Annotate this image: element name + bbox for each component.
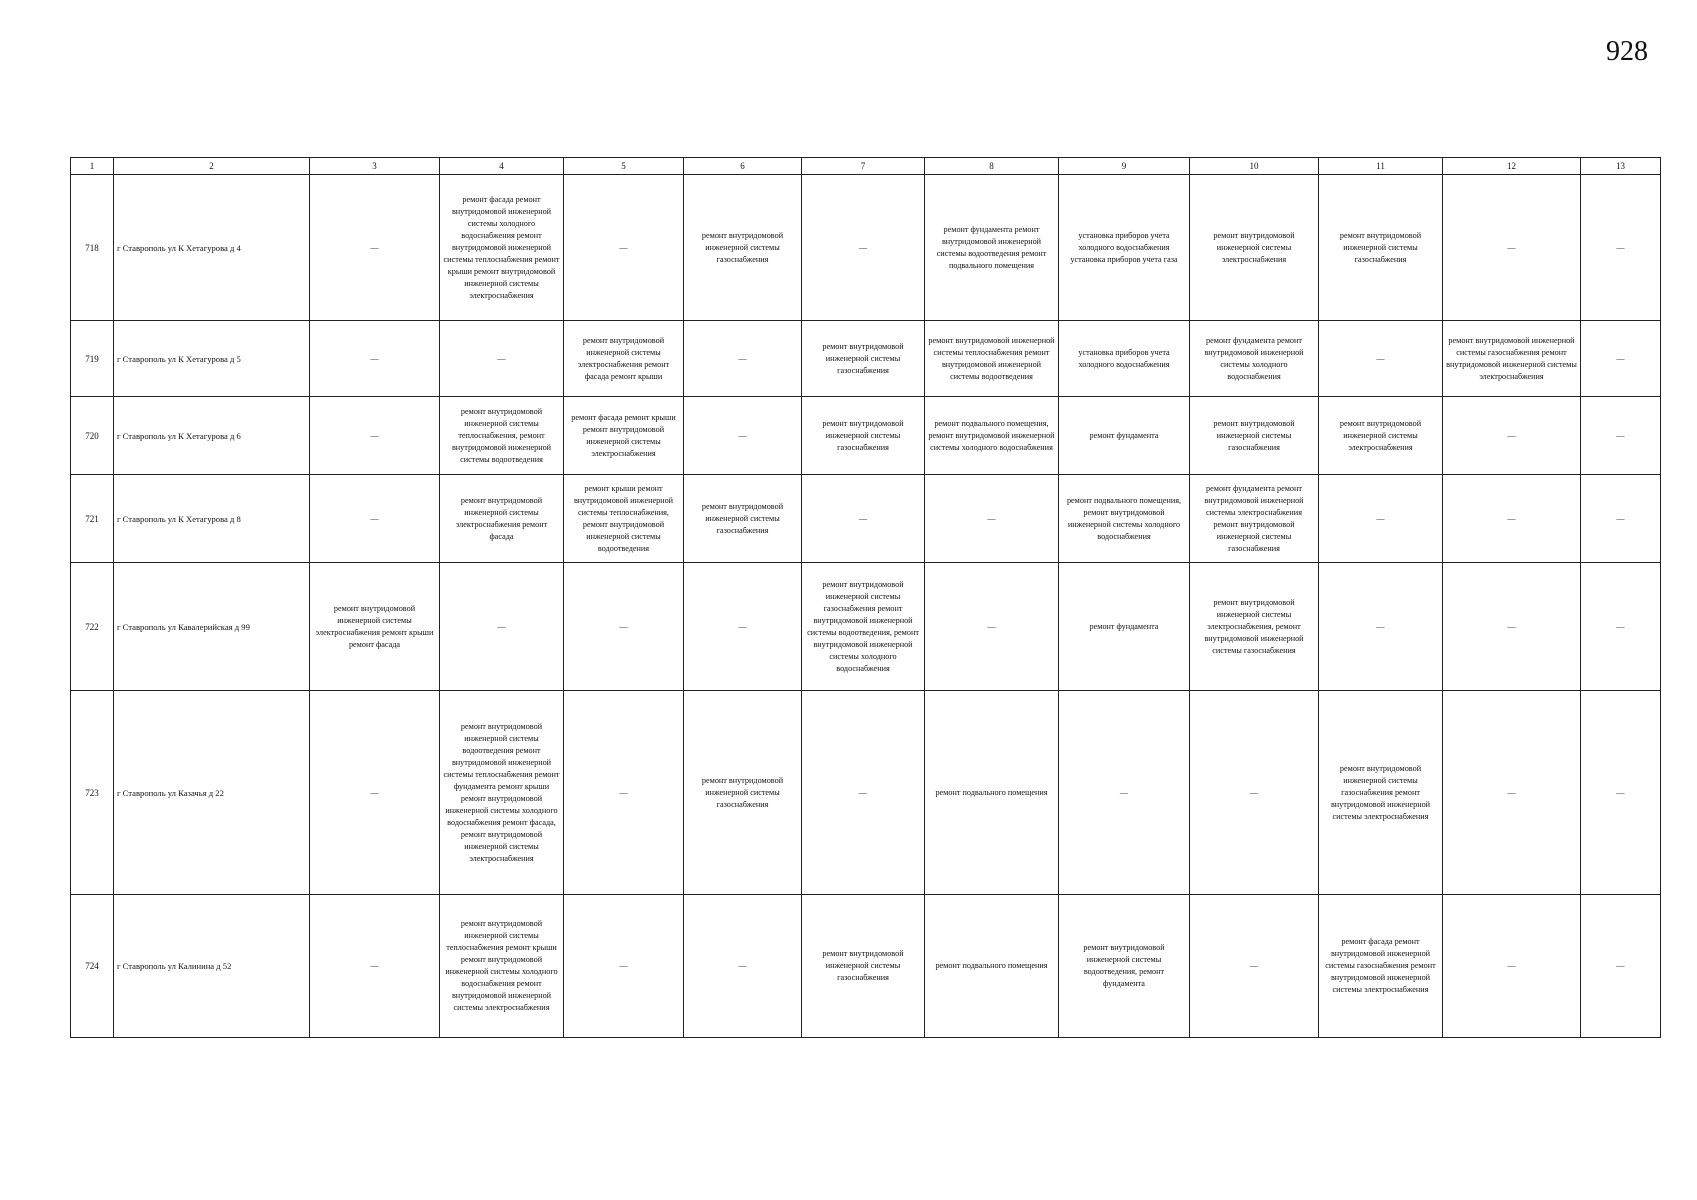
row-number-cell: 718 bbox=[71, 175, 114, 321]
dash-mark: — bbox=[858, 513, 868, 523]
empty-dash-cell bbox=[925, 563, 1059, 691]
dash-mark: — bbox=[497, 621, 506, 631]
work-cell: ремонт фундамента bbox=[1059, 563, 1190, 691]
dash-mark: — bbox=[738, 353, 747, 363]
empty-dash-cell bbox=[802, 175, 925, 321]
work-cell: ремонт внутридомовой инженерной системы газоснабжения bbox=[1319, 175, 1443, 321]
dash-mark: — bbox=[1616, 430, 1625, 440]
empty-dash-cell bbox=[1059, 691, 1190, 895]
dash-mark: — bbox=[987, 513, 996, 523]
row-number-cell: 721 bbox=[71, 475, 114, 563]
dash-mark: — bbox=[1376, 513, 1385, 523]
row-number-cell: 723 bbox=[71, 691, 114, 895]
column-number: 1 bbox=[71, 158, 114, 175]
column-number: 7 bbox=[802, 158, 925, 175]
table-row bbox=[71, 691, 1661, 895]
empty-dash-cell bbox=[1581, 175, 1661, 321]
work-cell: ремонт внутридомовой инженерной системы водоотведения ремонт внутридомовой инженерной системы теплоснабжения ремонт фундамента ремонт крыши ремонт внутридомовой инженерной системы холодного водоснабжения ремонт фасада, ремонт внутридомовой инженерной системы электроснабжения bbox=[440, 691, 564, 895]
work-cell: ремонт внутридомовой инженерной системы газоснабжения bbox=[1190, 397, 1319, 475]
table-row bbox=[71, 895, 1661, 1038]
work-cell: ремонт подвального помещения, ремонт внутридомовой инженерной системы холодного водоснабжения bbox=[925, 397, 1059, 475]
empty-dash-cell bbox=[684, 321, 802, 397]
row-number-cell: 724 bbox=[71, 895, 114, 1038]
column-number: 10 bbox=[1190, 158, 1319, 175]
work-cell: ремонт подвального помещения, ремонт внутридомовой инженерной системы холодного водоснабжения bbox=[1059, 475, 1190, 563]
dash-mark: — bbox=[1507, 787, 1516, 797]
empty-dash-cell bbox=[564, 175, 684, 321]
empty-dash-cell bbox=[310, 691, 440, 895]
dash-mark: — bbox=[738, 961, 747, 971]
dash-mark: — bbox=[497, 353, 506, 363]
work-cell: ремонт внутридомовой инженерной системы газоснабжения bbox=[684, 475, 802, 563]
dash-mark: — bbox=[1376, 621, 1385, 631]
empty-dash-cell bbox=[1581, 895, 1661, 1038]
dash-mark: — bbox=[1616, 621, 1625, 631]
work-cell: ремонт фундамента bbox=[1059, 397, 1190, 475]
work-cell: ремонт внутридомовой инженерной системы газоснабжения bbox=[684, 691, 802, 895]
dash-mark: — bbox=[370, 961, 379, 971]
dash-mark: — bbox=[619, 242, 628, 252]
empty-dash-cell bbox=[310, 475, 440, 563]
row-number-cell: 719 bbox=[71, 321, 114, 397]
dash-mark: — bbox=[1616, 242, 1625, 252]
dash-mark: — bbox=[1507, 961, 1516, 971]
empty-dash-cell bbox=[684, 563, 802, 691]
work-cell: ремонт внутридомовой инженерной системы теплоснабжения ремонт внутридомовой инженерной системы водоотведения bbox=[925, 321, 1059, 397]
empty-dash-cell bbox=[925, 475, 1059, 563]
empty-dash-cell bbox=[1443, 397, 1581, 475]
dash-mark: — bbox=[1507, 430, 1516, 440]
empty-dash-cell bbox=[1443, 475, 1581, 563]
column-number: 2 bbox=[114, 158, 310, 175]
column-number-header-row bbox=[71, 158, 1661, 175]
dash-mark: — bbox=[1616, 787, 1625, 797]
empty-dash-cell bbox=[1581, 475, 1661, 563]
dash-mark: — bbox=[1507, 242, 1516, 252]
dash-mark: — bbox=[1249, 787, 1259, 797]
dash-mark: — bbox=[1507, 513, 1516, 523]
dash-mark: — bbox=[1616, 353, 1625, 363]
work-cell: ремонт внутридомовой инженерной системы газоснабжения ремонт внутридомовой инженерной системы электроснабжения bbox=[1319, 691, 1443, 895]
column-number: 4 bbox=[440, 158, 564, 175]
dash-mark: — bbox=[370, 353, 379, 363]
empty-dash-cell bbox=[684, 895, 802, 1038]
dash-mark: — bbox=[987, 621, 996, 631]
dash-mark: — bbox=[619, 787, 628, 797]
dash-mark: — bbox=[370, 430, 379, 440]
empty-dash-cell bbox=[310, 397, 440, 475]
column-number: 9 bbox=[1059, 158, 1190, 175]
address-cell: г Ставрополь ул Кавалерийская д 99 bbox=[114, 563, 310, 691]
dash-mark: — bbox=[1616, 961, 1625, 971]
work-cell: ремонт внутридомовой инженерной системы газоснабжения ремонт внутридомовой инженерной системы электроснабжения bbox=[1443, 321, 1581, 397]
column-number: 12 bbox=[1443, 158, 1581, 175]
empty-dash-cell bbox=[440, 321, 564, 397]
row-number-cell: 720 bbox=[71, 397, 114, 475]
empty-dash-cell bbox=[310, 895, 440, 1038]
work-cell: установка приборов учета холодного водоснабжения установка приборов учета газа bbox=[1059, 175, 1190, 321]
work-cell: ремонт фундамента ремонт внутридомовой инженерной системы электроснабжения ремонт внутридомовой инженерной системы газоснабжения bbox=[1190, 475, 1319, 563]
work-cell: ремонт внутридомовой инженерной системы электроснабжения ремонт крыши ремонт фасада bbox=[310, 563, 440, 691]
dash-mark: — bbox=[1249, 961, 1259, 971]
empty-dash-cell bbox=[1443, 691, 1581, 895]
empty-dash-cell bbox=[564, 563, 684, 691]
column-number: 13 bbox=[1581, 158, 1661, 175]
column-number: 8 bbox=[925, 158, 1059, 175]
empty-dash-cell bbox=[1581, 397, 1661, 475]
dash-mark: — bbox=[619, 961, 628, 971]
address-cell: г Ставрополь ул К Хетагурова д 4 bbox=[114, 175, 310, 321]
empty-dash-cell bbox=[1581, 563, 1661, 691]
work-cell: ремонт внутридомовой инженерной системы газоснабжения bbox=[802, 321, 925, 397]
work-cell: ремонт внутридомовой инженерной системы теплоснабжения, ремонт внутридомовой инженерной системы водоотведения bbox=[440, 397, 564, 475]
address-cell: г Ставрополь ул К Хетагурова д 5 bbox=[114, 321, 310, 397]
work-cell: ремонт подвального помещения bbox=[925, 895, 1059, 1038]
work-cell: ремонт фасада ремонт внутридомовой инженерной системы газоснабжения ремонт внутридомовой инженерной системы электроснабжения bbox=[1319, 895, 1443, 1038]
empty-dash-cell bbox=[440, 563, 564, 691]
empty-dash-cell bbox=[564, 895, 684, 1038]
work-cell: ремонт фасада ремонт крыши ремонт внутридомовой инженерной системы электроснабжения bbox=[564, 397, 684, 475]
work-cell: ремонт внутридомовой инженерной системы газоснабжения bbox=[802, 895, 925, 1038]
empty-dash-cell bbox=[1581, 321, 1661, 397]
empty-dash-cell bbox=[564, 691, 684, 895]
work-cell: ремонт фундамента ремонт внутридомовой инженерной системы водоотведения ремонт подвального помещения bbox=[925, 175, 1059, 321]
dash-mark: — bbox=[370, 513, 379, 523]
dash-mark: — bbox=[1119, 787, 1129, 797]
empty-dash-cell bbox=[684, 397, 802, 475]
table-row bbox=[71, 475, 1661, 563]
address-cell: г Ставрополь ул Калинина д 52 bbox=[114, 895, 310, 1038]
empty-dash-cell bbox=[1319, 321, 1443, 397]
empty-dash-cell bbox=[1443, 895, 1581, 1038]
empty-dash-cell bbox=[1190, 895, 1319, 1038]
table-row bbox=[71, 175, 1661, 321]
empty-dash-cell bbox=[1443, 175, 1581, 321]
work-cell: установка приборов учета холодного водоснабжения bbox=[1059, 321, 1190, 397]
table-row bbox=[71, 397, 1661, 475]
work-cell: ремонт внутридомовой инженерной системы электроснабжения bbox=[1319, 397, 1443, 475]
dash-mark: — bbox=[370, 787, 379, 797]
empty-dash-cell bbox=[310, 175, 440, 321]
empty-dash-cell bbox=[310, 321, 440, 397]
work-cell: ремонт фасада ремонт внутридомовой инженерной системы холодного водоснабжения ремонт внутридомовой инженерной системы теплоснабжения ремонт крыши ремонт внутридомовой инженерной системы электроснабжения bbox=[440, 175, 564, 321]
work-cell: ремонт крыши ремонт внутридомовой инженерной системы теплоснабжения, ремонт внутридомовой инженерной системы водоотведения bbox=[564, 475, 684, 563]
empty-dash-cell bbox=[1190, 691, 1319, 895]
address-cell: г Ставрополь ул К Хетагурова д 8 bbox=[114, 475, 310, 563]
column-number: 6 bbox=[684, 158, 802, 175]
work-cell: ремонт внутридомовой инженерной системы водоотведения, ремонт фундамента bbox=[1059, 895, 1190, 1038]
dash-mark: — bbox=[738, 430, 747, 440]
dash-mark: — bbox=[1507, 621, 1516, 631]
column-number: 3 bbox=[310, 158, 440, 175]
dash-mark: — bbox=[738, 621, 747, 631]
column-number: 11 bbox=[1319, 158, 1443, 175]
address-cell: г Ставрополь ул К Хетагурова д 6 bbox=[114, 397, 310, 475]
empty-dash-cell bbox=[1319, 563, 1443, 691]
empty-dash-cell bbox=[802, 475, 925, 563]
work-cell: ремонт фундамента ремонт внутридомовой инженерной системы холодного водоснабжения bbox=[1190, 321, 1319, 397]
work-cell: ремонт подвального помещения bbox=[925, 691, 1059, 895]
dash-mark: — bbox=[858, 787, 868, 797]
empty-dash-cell bbox=[1443, 563, 1581, 691]
page-number: 928 bbox=[1606, 36, 1648, 67]
work-cell: ремонт внутридомовой инженерной системы газоснабжения bbox=[684, 175, 802, 321]
work-cell: ремонт внутридомовой инженерной системы электроснабжения bbox=[1190, 175, 1319, 321]
address-cell: г Ставрополь ул Казачья д 22 bbox=[114, 691, 310, 895]
repair-schedule-table bbox=[70, 157, 1661, 1038]
dash-mark: — bbox=[858, 242, 868, 252]
row-number-cell: 722 bbox=[71, 563, 114, 691]
table-row bbox=[71, 563, 1661, 691]
table-row bbox=[71, 321, 1661, 397]
work-cell: ремонт внутридомовой инженерной системы электроснабжения ремонт фасада bbox=[440, 475, 564, 563]
empty-dash-cell bbox=[802, 691, 925, 895]
column-number: 5 bbox=[564, 158, 684, 175]
dash-mark: — bbox=[1616, 513, 1625, 523]
dash-mark: — bbox=[1376, 353, 1385, 363]
work-cell: ремонт внутридомовой инженерной системы газоснабжения ремонт внутридомовой инженерной системы водоотведения, ремонт внутридомовой инженерной системы холодного водоснабжения bbox=[802, 563, 925, 691]
work-cell: ремонт внутридомовой инженерной системы газоснабжения bbox=[802, 397, 925, 475]
empty-dash-cell bbox=[1319, 475, 1443, 563]
empty-dash-cell bbox=[1581, 691, 1661, 895]
work-cell: ремонт внутридомовой инженерной системы электроснабжения, ремонт внутридомовой инженерной системы газоснабжения bbox=[1190, 563, 1319, 691]
work-cell: ремонт внутридомовой инженерной системы электроснабжения ремонт фасада ремонт крыши bbox=[564, 321, 684, 397]
work-cell: ремонт внутридомовой инженерной системы теплоснабжения ремонт крыши ремонт внутридомовой инженерной системы холодного водоснабжения ремонт внутридомовой инженерной системы электроснабжения bbox=[440, 895, 564, 1038]
dash-mark: — bbox=[619, 621, 628, 631]
dash-mark: — bbox=[370, 242, 379, 252]
